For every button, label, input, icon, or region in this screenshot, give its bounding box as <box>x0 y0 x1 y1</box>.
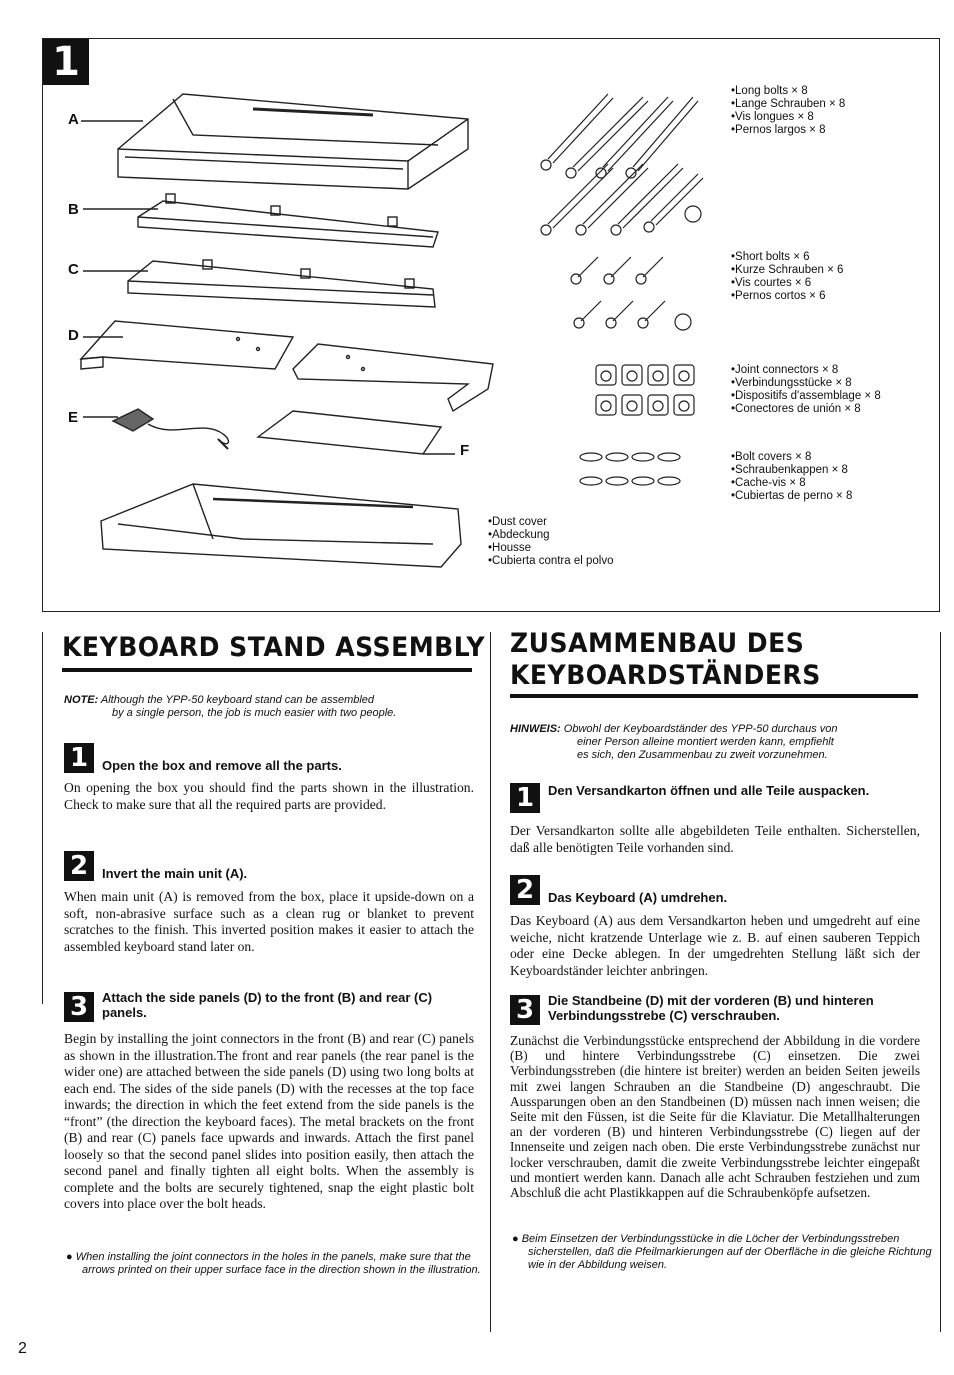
german-step-3-body: Zunächst die Verbindungsstücke entsprechend der Abbildung in die vordere (B) und hintere Verbindungsstrebe (C) einsetzen. Die zwei Verbindungsstreben (die hintere ist breiter) werden an beiden Seiten jeweils mit zwei langen Schrauben an die Standbeine (D) angeschraubt. Die Aussparungen oben an den Standbeinen (D) müssen nach innen weisen; die Seite mit den Füssen, ist die Seite für die Klaviatur. Die Metallhalterungen an der vorderen (B) und hinteren Verbindungsstrebe (C) liegen auf der Innenseite und zeigen nach oben. Die erste Verbindungsstrebe zunächst nur locker verschrauben, damit die zweite Verbindungsstrebe leichter eingepaßt und montiert werden kann. Danach alle acht Schrauben festziehen und zum Abschluß die acht Plastikkappen auf die Schraubenköpfe aufsetzen. <box>510 1033 920 1201</box>
parts-illustration-box <box>42 38 940 612</box>
list-item: •Cubiertas de perno × 8 <box>731 490 853 502</box>
german-title-line-1: ZUSAMMENBAU DES <box>510 628 805 659</box>
english-step-1-header <box>64 743 474 773</box>
english-step-3-header <box>64 990 474 1022</box>
step-heading: Den Versandkarton öffnen und alle Teile auspacken. <box>548 783 870 798</box>
german-note <box>510 723 920 762</box>
list-item: •Dispositifs d'assemblage × 8 <box>731 390 881 402</box>
list-item: •Long bolts × 8 <box>731 85 808 97</box>
german-step-2-body: Das Keyboard (A) aus dem Versandkarton heben und umgedreht auf eine weiche, nicht kratzende Unterlage wie z. B. auf einen sauberen Teppich oder eine Decke ablegen. In der umgedrehten Stellung läßt sich der Keyboardständer leichter anbringen. <box>510 913 920 978</box>
list-item: •Housse <box>488 542 532 554</box>
label-c: C <box>68 261 79 278</box>
list-item: •Bolt covers × 8 <box>731 451 812 463</box>
german-step-3-bullet: ● Beim Einsetzen der Verbindungsstücke in die Löcher der Verbindungsstreben sicherstellen, daß die Pfeilmarkierungen auf der Oberfläche in die gleiche Richtung wie in der Abbildung weisen. <box>512 1233 932 1271</box>
label-f: F <box>460 442 470 459</box>
list-item: •Vis longues × 8 <box>731 111 814 123</box>
list-item: •Cache-vis × 8 <box>731 477 806 489</box>
step-number-badge: 3 <box>64 992 94 1022</box>
step-heading: Die Standbeine (D) mit der vorderen (B) und hinteren Verbindungsstrebe (C) verschrauben. <box>548 993 874 1023</box>
note-text: einer Person alleine montiert werden kann, empfiehlt <box>577 736 834 748</box>
dust-cover-list <box>488 516 613 568</box>
german-step-1-body: Der Versandkarton sollte alle abgebildeten Teile enthalten. Sicherstellen, daß alle benötigten Teile vorhanden sind. <box>510 823 920 855</box>
step-number-badge: 1 <box>64 743 94 773</box>
english-step-2-header <box>64 851 474 881</box>
long-bolts-list <box>731 85 845 137</box>
joint-connectors-list <box>731 364 881 416</box>
label-b: B <box>68 201 79 218</box>
list-item: •Joint connectors × 8 <box>731 364 839 376</box>
list-item: •Short bolts × 6 <box>731 251 810 263</box>
list-item: •Lange Schrauben × 8 <box>731 98 846 110</box>
english-title: KEYBOARD STAND ASSEMBLY <box>62 632 485 663</box>
step-number-badge: 1 <box>43 39 89 85</box>
list-item: •Dust cover <box>488 516 547 528</box>
note-text: es sich, den Zusammenbau zu zweit vorzunehmen. <box>577 749 828 761</box>
english-step-3-bullet: ● When installing the joint connectors in the holes in the panels, make sure that the arrows printed on their upper surface face in the direction shown in the illustration. <box>66 1251 481 1276</box>
list-item: •Pernos cortos × 6 <box>731 290 826 302</box>
list-item: •Schraubenkappen × 8 <box>731 464 848 476</box>
german-step-2-header <box>510 875 920 905</box>
step-heading: Das Keyboard (A) umdrehen. <box>548 890 728 905</box>
list-item: •Pernos largos × 8 <box>731 124 826 136</box>
step-heading: Attach the side panels (D) to the front (B) and rear (C) panels. <box>102 990 433 1020</box>
note-label: HINWEIS: <box>510 723 561 735</box>
german-title-rule <box>510 694 918 698</box>
german-step-3-header <box>510 993 920 1025</box>
label-d: D <box>68 327 79 344</box>
list-item: •Vis courtes × 6 <box>731 277 812 289</box>
step-number-badge: 1 <box>510 783 540 813</box>
left-column-rule <box>42 632 43 1004</box>
page-number: 2 <box>18 1340 27 1357</box>
note-label: NOTE: <box>64 694 99 706</box>
english-step-3-body: Begin by installing the joint connectors in the front (B) and rear (C) panels as shown in the illustration.The front and rear panels (the rear panel is the wider one) are attached between the side panels (D) using two long bolts at each end. The sides of the side panels (D) with the recesses at the top face inwards; the direction in which the feet extend from the side panels is the “front” (the direction the keyboard faces). The metal brackets on the front (B) and rear (C) panels face upwards and inwards. Attach the first panel loosely so that the second panel slides into position easily, then attach the second panel and finally tighten all eight bolts. When the assembly is complete and the bolts are securely tightened, snap the eight plastic bolt covers into place over the bolt heads. <box>64 1031 474 1211</box>
note-text: by a single person, the job is much easier with two people. <box>112 707 397 719</box>
short-bolts-list <box>731 251 843 303</box>
step-number-badge: 3 <box>510 995 540 1025</box>
step-heading: Open the box and remove all the parts. <box>102 758 342 773</box>
english-step-1-body: On opening the box you should find the parts shown in the illustration. Check to make sure that all the required parts are provided. <box>64 780 474 812</box>
center-column-rule <box>490 632 491 1332</box>
german-step-1-header <box>510 783 920 813</box>
bolt-covers-list <box>731 451 852 503</box>
label-a: A <box>68 111 79 128</box>
list-item: •Kurze Schrauben × 6 <box>731 264 844 276</box>
english-step-2-body: When main unit (A) is removed from the box, place it upside-down on a soft, non-abrasive surface such as a clean rug or blanket to prevent scratches to the finish. This inverted position makes it easier to attach the assembled keyboard stand later on. <box>64 889 474 954</box>
note-text: Obwohl der Keyboardständer des YPP-50 durchaus von <box>563 723 838 735</box>
bullet-text: Beim Einsetzen der Verbindungsstücke in die Löcher der Verbindungsstreben sicherstellen, daß die Pfeilmarkierungen auf der Oberfläche in die gleiche Richtung wie in der Abbildung weisen. <box>521 1233 932 1271</box>
list-item: •Abdeckung <box>488 529 550 541</box>
step-number-badge: 2 <box>64 851 94 881</box>
label-e: E <box>68 409 79 426</box>
german-title-line-2: KEYBOARDSTÄNDERS <box>510 660 821 691</box>
list-item: •Conectores de unión × 8 <box>731 403 861 415</box>
english-title-rule <box>62 668 472 672</box>
english-note <box>64 694 474 720</box>
bullet-text: When installing the joint connectors in the holes in the panels, make sure that the arrows printed on their upper surface face in the direction shown in the illustration. <box>75 1251 481 1276</box>
note-text: Although the YPP-50 keyboard stand can be assembled <box>100 694 375 706</box>
list-item: •Cubierta contra el polvo <box>488 555 614 567</box>
step-heading: Invert the main unit (A). <box>102 866 248 881</box>
step-number-badge: 2 <box>510 875 540 905</box>
right-column-rule <box>940 632 941 1332</box>
list-item: •Verbindungsstücke × 8 <box>731 377 852 389</box>
